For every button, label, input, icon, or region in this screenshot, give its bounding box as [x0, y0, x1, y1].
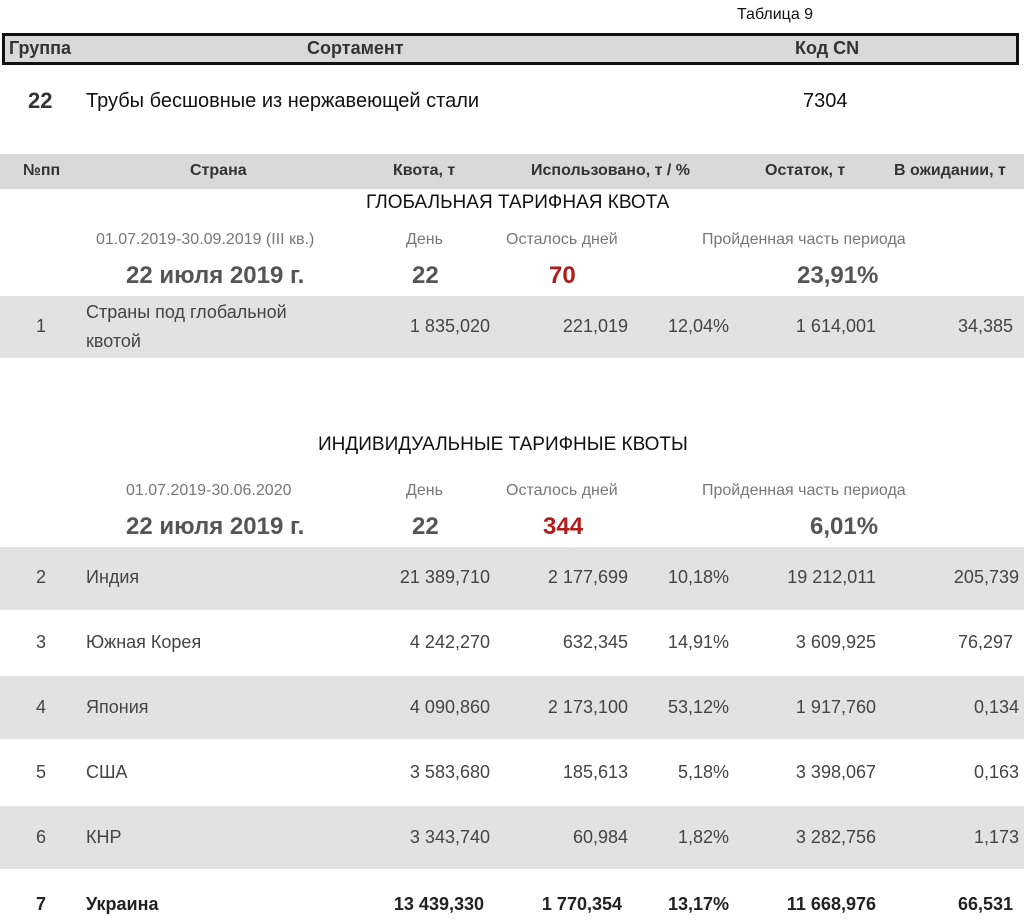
row-used: 1 770,354: [541, 894, 622, 914]
row-remaining: 3 282,756: [795, 827, 876, 847]
row-remaining: 11 668,976: [786, 894, 876, 914]
header-cn-code: Код CN: [795, 38, 860, 58]
row-num: 6: [36, 827, 47, 847]
global-elapsed: 23,91%: [797, 262, 879, 289]
row-pending: 1,173: [973, 827, 1019, 847]
row-used-pct: 53,12%: [667, 697, 729, 717]
row-pending: 0,134: [973, 697, 1019, 717]
table-row: [0, 547, 1024, 610]
row-num: 3: [36, 632, 47, 652]
row-used: 2 177,699: [547, 567, 628, 587]
table-row: [0, 296, 1024, 358]
row-num: 7: [36, 894, 47, 914]
column-header-row: [0, 154, 1024, 189]
group-cn-code: 7304: [803, 90, 848, 112]
row-quota: 4 242,270: [409, 632, 490, 652]
row-pending: 76,297: [957, 632, 1013, 652]
row-remaining: 3 609,925: [795, 632, 876, 652]
row-country: США: [86, 762, 128, 782]
global-days-left-label: Осталось дней: [506, 231, 618, 248]
individual-elapsed-label: Пройденная часть периода: [702, 482, 906, 499]
row-used: 221,019: [562, 316, 628, 336]
row-pending: 205,739: [953, 567, 1019, 587]
individual-date: 22 июля 2019 г.: [126, 513, 305, 540]
table-label: Таблица 9: [737, 6, 814, 23]
table-row: [0, 676, 1024, 739]
group-number: 22: [28, 88, 53, 113]
row-quota: 13 439,330: [393, 894, 484, 914]
header-group: Группа: [9, 38, 72, 58]
row-num: 2: [36, 567, 47, 587]
table-row: [0, 806, 1024, 869]
global-elapsed-label: Пройденная часть периода: [702, 231, 906, 248]
row-used-pct: 5,18%: [677, 762, 729, 782]
row-num: 4: [36, 697, 47, 717]
global-section-title: ГЛОБАЛЬНАЯ ТАРИФНАЯ КВОТА: [366, 192, 670, 213]
col-num: №пп: [23, 162, 61, 179]
row-used-pct: 10,18%: [667, 567, 729, 587]
row-country: Украина: [86, 894, 159, 914]
row-pending: 34,385: [957, 316, 1013, 336]
global-day: 22: [412, 262, 439, 289]
row-used-pct: 1,82%: [677, 827, 729, 847]
table-row: [0, 741, 1024, 804]
row-country: КНР: [86, 827, 122, 847]
individual-section-title: ИНДИВИДУАЛЬНЫЕ ТАРИФНЫЕ КВОТЫ: [318, 434, 688, 455]
row-num: 1: [36, 316, 47, 336]
row-used: 185,613: [562, 762, 628, 782]
col-country: Страна: [190, 162, 247, 179]
group-description: Трубы бесшовные из нержавеющей стали: [86, 90, 480, 112]
row-quota: 4 090,860: [409, 697, 490, 717]
row-used: 632,345: [562, 632, 628, 652]
row-country: Индия: [86, 567, 140, 587]
row-remaining: 19 212,011: [787, 567, 876, 587]
row-country-line1: Страны под глобальной: [86, 302, 287, 322]
row-used-pct: 13,17%: [667, 894, 729, 914]
table-row: [0, 611, 1024, 674]
col-pending: В ожидании, т: [894, 162, 1006, 179]
row-remaining: 1 917,760: [795, 697, 876, 717]
individual-day-label: День: [406, 482, 443, 499]
row-country: Южная Корея: [86, 632, 202, 652]
row-remaining: 1 614,001: [795, 316, 876, 336]
global-period: 01.07.2019-30.09.2019 (III кв.): [96, 231, 315, 248]
row-quota: 3 583,680: [409, 762, 490, 782]
header-assortment: Сортамент: [307, 38, 404, 58]
row-quota: 3 343,740: [409, 827, 490, 847]
row-pending: 0,163: [973, 762, 1019, 782]
row-pending: 66,531: [957, 894, 1013, 914]
row-quota: 1 835,020: [409, 316, 490, 336]
individual-days-left-label: Осталось дней: [506, 482, 618, 499]
header-bar: [2, 33, 1019, 65]
col-remaining: Остаток, т: [765, 162, 846, 179]
global-days-left: 70: [549, 262, 576, 289]
individual-period: 01.07.2019-30.06.2020: [126, 482, 292, 499]
row-used-pct: 12,04%: [667, 316, 729, 336]
row-used-pct: 14,91%: [667, 632, 729, 652]
row-quota: 21 389,710: [399, 567, 490, 587]
col-quota: Квота, т: [393, 162, 456, 179]
individual-elapsed: 6,01%: [810, 513, 879, 540]
table-row-total: [0, 872, 1024, 923]
row-country-line2: квотой: [86, 331, 141, 351]
row-num: 5: [36, 762, 47, 782]
row-remaining: 3 398,067: [795, 762, 876, 782]
global-day-label: День: [406, 231, 443, 248]
row-country: Япония: [86, 697, 149, 717]
col-used: Использовано, т / %: [531, 162, 691, 179]
global-date: 22 июля 2019 г.: [126, 262, 305, 289]
individual-days-left: 344: [543, 513, 584, 540]
row-used: 60,984: [572, 827, 628, 847]
individual-day: 22: [412, 513, 439, 540]
row-used: 2 173,100: [547, 697, 628, 717]
